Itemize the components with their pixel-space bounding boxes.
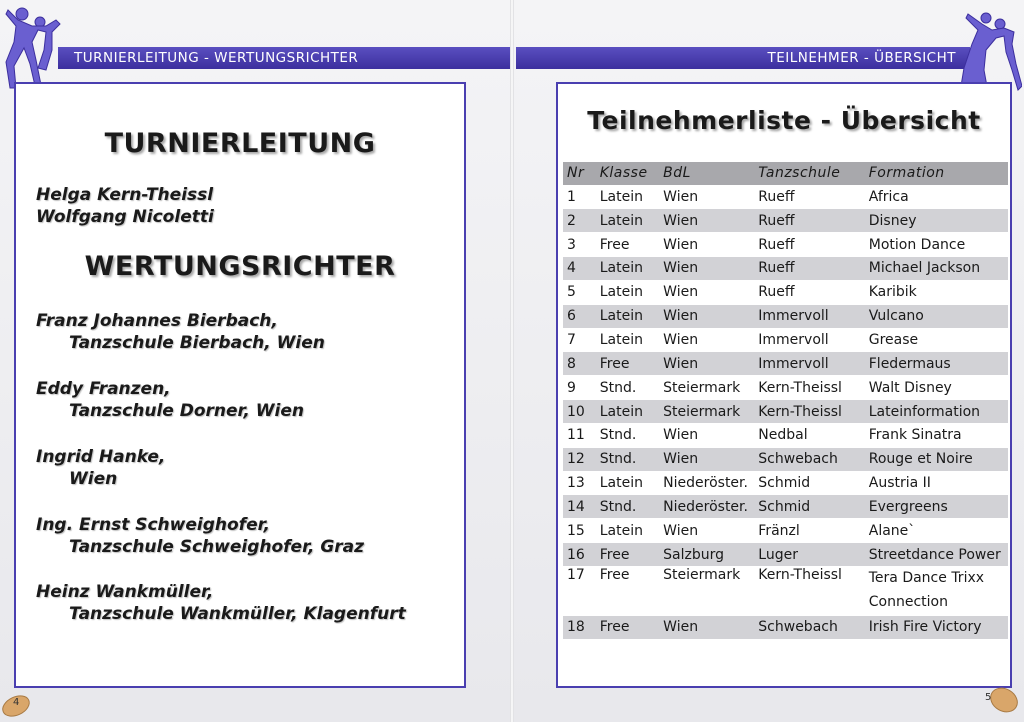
table-cell: Immervoll xyxy=(754,352,864,376)
table-cell: Vulcano xyxy=(865,304,1008,328)
table-row xyxy=(563,185,1008,209)
table-row xyxy=(563,400,1008,424)
judge-school: Wien xyxy=(69,469,118,489)
participant-table xyxy=(563,162,1008,640)
table-cell: 18 xyxy=(563,615,596,639)
table-cell: Stnd. xyxy=(596,423,659,447)
table-cell: Wien xyxy=(659,352,754,376)
table-cell: Steiermark xyxy=(659,567,754,616)
table-cell: Immervoll xyxy=(754,328,864,352)
table-cell: 1 xyxy=(563,185,596,209)
judge-school: Tanzschule Wankmüller, Klagenfurt xyxy=(69,604,406,624)
table-cell: Immervoll xyxy=(754,304,864,328)
judge-school: Tanzschule Bierbach, Wien xyxy=(69,333,325,353)
table-cell: Wien xyxy=(659,423,754,447)
table-cell: 5 xyxy=(563,280,596,304)
left-banner: TURNIERLEITUNG - WERTUNGSRICHTER xyxy=(58,47,510,69)
table-cell: Grease xyxy=(865,328,1008,352)
table-cell: Rueff xyxy=(754,233,864,257)
table-cell: Disney xyxy=(865,209,1008,233)
judge-entry xyxy=(36,446,165,490)
table-cell: Wien xyxy=(659,257,754,281)
table-row xyxy=(563,209,1008,233)
table-cell: Kern-Theissl xyxy=(754,400,864,424)
judge-entry xyxy=(36,310,325,354)
table-cell: Latein xyxy=(596,304,659,328)
table-cell: Salzburg xyxy=(659,543,754,567)
table-row xyxy=(563,495,1008,519)
table-cell: 16 xyxy=(563,543,596,567)
table-cell: Wien xyxy=(659,615,754,639)
footprint-icon xyxy=(0,678,40,722)
table-cell: Wien xyxy=(659,185,754,209)
table-cell: Stnd. xyxy=(596,495,659,519)
table-cell: Irish Fire Victory xyxy=(865,615,1008,639)
table-cell: Wien xyxy=(659,304,754,328)
table-cell: 14 xyxy=(563,495,596,519)
table-cell: 6 xyxy=(563,304,596,328)
table-cell: Kern-Theissl xyxy=(754,567,864,616)
table-cell: Rouge et Noire xyxy=(865,447,1008,471)
table-cell: Motion Dance xyxy=(865,233,1008,257)
table-row xyxy=(563,376,1008,400)
table-cell: Austria II xyxy=(865,471,1008,495)
table-cell: Fränzl xyxy=(754,519,864,543)
table-cell: Latein xyxy=(596,400,659,424)
table-row xyxy=(563,233,1008,257)
table-cell: 2 xyxy=(563,209,596,233)
table-cell: Fledermaus xyxy=(865,352,1008,376)
column-header: BdL xyxy=(659,162,754,185)
table-cell: Rueff xyxy=(754,209,864,233)
participant-list-title: Teilnehmerliste - Übersicht xyxy=(587,106,981,135)
table-cell: Wien xyxy=(659,209,754,233)
table-cell: 3 xyxy=(563,233,596,257)
table-cell: Latein xyxy=(596,257,659,281)
column-header: Formation xyxy=(865,162,1008,185)
table-cell: Free xyxy=(596,352,659,376)
wertungsrichter-heading: WERTUNGSRICHTER xyxy=(84,251,396,282)
table-cell: Wien xyxy=(659,519,754,543)
table-row xyxy=(563,519,1008,543)
table-cell: Michael Jackson xyxy=(865,257,1008,281)
table-row xyxy=(563,615,1008,639)
table-row xyxy=(563,543,1008,567)
table-cell: Schmid xyxy=(754,471,864,495)
table-cell: Free xyxy=(596,543,659,567)
table-cell: Latein xyxy=(596,280,659,304)
judge-school: Tanzschule Dorner, Wien xyxy=(69,401,305,421)
right-banner: TEILNEHMER - ÜBERSICHT xyxy=(516,47,970,69)
table-cell: Niederöster. xyxy=(659,471,754,495)
table-cell: Free xyxy=(596,615,659,639)
table-cell: Steiermark xyxy=(659,376,754,400)
page-number-left: 4 xyxy=(13,697,20,708)
judge-entry xyxy=(36,514,364,558)
table-cell: 7 xyxy=(563,328,596,352)
table-cell: Karibik xyxy=(865,280,1008,304)
turnierleitung-name: Wolfgang Nicoletti xyxy=(36,207,214,227)
table-cell: Frank Sinatra xyxy=(865,423,1008,447)
turnierleitung-name: Helga Kern-Theissl xyxy=(36,185,214,205)
table-cell: 15 xyxy=(563,519,596,543)
judge-name: Franz Johannes Bierbach, xyxy=(36,311,278,331)
judge-entry xyxy=(36,581,406,625)
table-cell: Nedbal xyxy=(754,423,864,447)
table-cell: Wien xyxy=(659,280,754,304)
table-cell: Latein xyxy=(596,519,659,543)
left-panel xyxy=(14,82,466,688)
table-cell: Niederöster. xyxy=(659,495,754,519)
table-row xyxy=(563,304,1008,328)
judge-name: Eddy Franzen, xyxy=(36,379,171,399)
table-cell: 9 xyxy=(563,376,596,400)
table-cell: Schwebach xyxy=(754,447,864,471)
table-cell: Schwebach xyxy=(754,615,864,639)
table-row xyxy=(563,257,1008,281)
table-row xyxy=(563,352,1008,376)
turnierleitung-person xyxy=(36,184,214,228)
table-row xyxy=(563,280,1008,304)
table-cell: Wien xyxy=(659,447,754,471)
table-cell: Alane` xyxy=(865,519,1008,543)
judge-name: Ingrid Hanke, xyxy=(36,447,166,467)
table-cell: Stnd. xyxy=(596,376,659,400)
table-cell: Latein xyxy=(596,185,659,209)
table-cell: Tera Dance Trixx Connection xyxy=(865,567,1008,616)
table-cell: 12 xyxy=(563,447,596,471)
table-cell: Rueff xyxy=(754,257,864,281)
table-cell: Latein xyxy=(596,209,659,233)
table-cell: Kern-Theissl xyxy=(754,376,864,400)
judge-entry xyxy=(36,378,304,422)
table-cell: Free xyxy=(596,233,659,257)
table-cell: 17 xyxy=(563,567,596,616)
judge-name: Ing. Ernst Schweighofer, xyxy=(36,515,270,535)
table-cell: Streetdance Power xyxy=(865,543,1008,567)
table-cell: Latein xyxy=(596,471,659,495)
table-cell: 13 xyxy=(563,471,596,495)
table-cell: Africa xyxy=(865,185,1008,209)
table-cell: Walt Disney xyxy=(865,376,1008,400)
table-cell: Evergreens xyxy=(865,495,1008,519)
table-cell: Stnd. xyxy=(596,447,659,471)
page-fold xyxy=(510,0,514,722)
table-cell: Wien xyxy=(659,233,754,257)
table-cell: 4 xyxy=(563,257,596,281)
table-cell: Rueff xyxy=(754,185,864,209)
table-row xyxy=(563,328,1008,352)
column-header: Tanzschule xyxy=(754,162,864,185)
table-header-row xyxy=(563,162,1008,185)
table-cell: Rueff xyxy=(754,280,864,304)
table-cell: Free xyxy=(596,567,659,616)
table-row xyxy=(563,471,1008,495)
table-cell: Luger xyxy=(754,543,864,567)
table-row xyxy=(563,567,1008,616)
turnierleitung-heading: TURNIERLEITUNG xyxy=(104,128,376,159)
table-cell: Lateinformation xyxy=(865,400,1008,424)
table-cell: 10 xyxy=(563,400,596,424)
judge-name: Heinz Wankmüller, xyxy=(36,582,214,602)
table-cell: 11 xyxy=(563,423,596,447)
table-row xyxy=(563,423,1008,447)
page-number-right: 5 xyxy=(985,692,992,703)
dancer-couple-icon xyxy=(2,2,66,94)
judge-school: Tanzschule Schweighofer, Graz xyxy=(69,537,365,557)
right-panel xyxy=(556,82,1012,688)
table-cell: Schmid xyxy=(754,495,864,519)
table-cell: Wien xyxy=(659,328,754,352)
table-cell: Steiermark xyxy=(659,400,754,424)
table-cell: Latein xyxy=(596,328,659,352)
table-cell: 8 xyxy=(563,352,596,376)
column-header: Klasse xyxy=(596,162,659,185)
column-header: Nr xyxy=(563,162,596,185)
table-row xyxy=(563,447,1008,471)
